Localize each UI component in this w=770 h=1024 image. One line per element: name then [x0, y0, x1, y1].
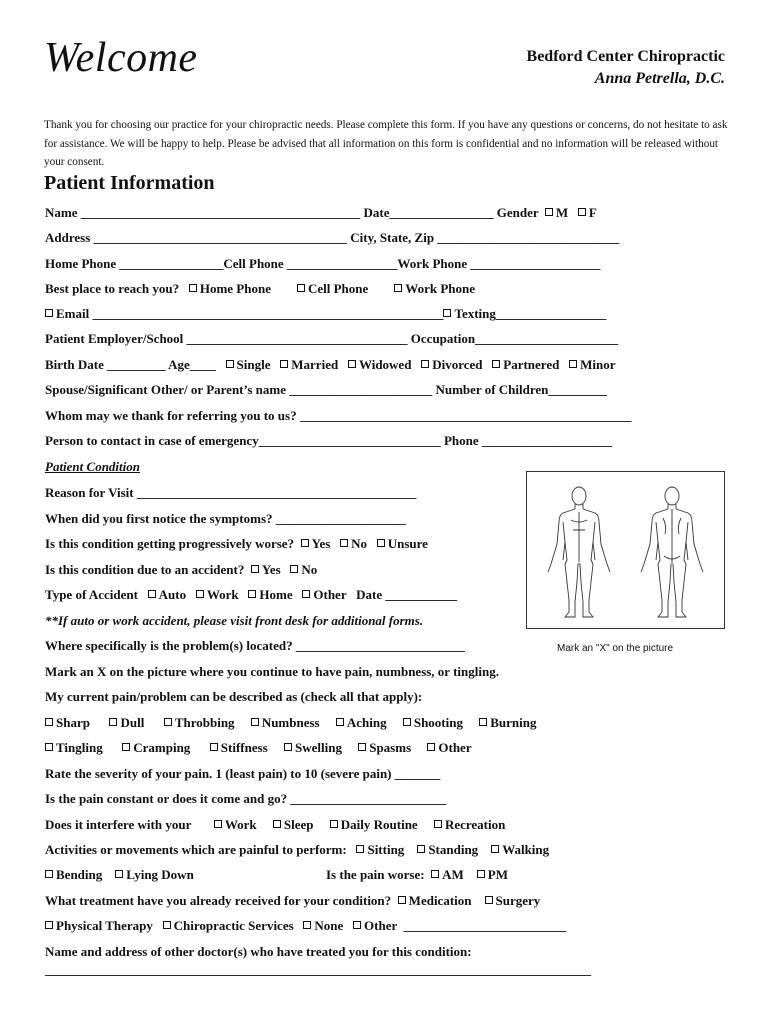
partnered-label: Partnered: [503, 357, 560, 372]
tingling-checkbox[interactable]: [45, 743, 53, 751]
other-treatment-field[interactable]: _________________________: [403, 918, 567, 933]
pm-label: PM: [487, 867, 508, 882]
best-place-label: Best place to reach you?: [45, 281, 180, 296]
auto-checkbox[interactable]: [148, 590, 156, 598]
employer-row[interactable]: Patient Employer/School __________________________________ Occupation______________________: [45, 331, 619, 346]
accident-date-field[interactable]: Date ___________: [356, 587, 457, 602]
treatment-row: [45, 893, 540, 909]
interfere-sleep-checkbox[interactable]: [273, 820, 281, 828]
accident-note: **If auto or work accident, please visit front desk for additional forms.: [45, 613, 424, 628]
walking-checkbox[interactable]: [491, 845, 499, 853]
chiro-services-checkbox[interactable]: [163, 921, 171, 929]
tingling-label: Tingling: [56, 740, 103, 755]
stiffness-checkbox[interactable]: [210, 743, 218, 751]
texting-label: Texting_________________: [454, 306, 607, 321]
practice-name: Bedford Center Chiropractic: [526, 48, 725, 65]
none-label: None: [314, 918, 344, 933]
pain-description-label: My current pain/problem can be described as (check all that apply):: [45, 689, 423, 704]
walking-label: Walking: [502, 842, 550, 857]
cramping-checkbox[interactable]: [122, 743, 130, 751]
gender-m-label: M: [555, 205, 569, 220]
home-accident-label: Home: [259, 587, 293, 602]
figure-caption: Mark an "X" on the picture: [557, 643, 674, 654]
other-accident-label: Other: [313, 587, 347, 602]
worse-row: [45, 536, 428, 552]
none-checkbox[interactable]: [303, 921, 311, 929]
home-phone-checkbox[interactable]: [189, 284, 197, 292]
interfere-routine-checkbox[interactable]: [330, 820, 338, 828]
married-checkbox[interactable]: [280, 360, 288, 368]
body-outline-image: [527, 472, 724, 628]
severity-row[interactable]: Rate the severity of your pain. 1 (least pain) to 10 (severe pain) _______: [45, 766, 441, 781]
address-row[interactable]: Address _______________________________________ City, State, Zip ____________________________: [45, 230, 620, 245]
doctor-name: Anna Petrella, D.C.: [594, 70, 725, 87]
pain-row-2: [45, 740, 472, 756]
single-checkbox[interactable]: [226, 360, 234, 368]
bending-checkbox[interactable]: [45, 870, 53, 878]
home-phone-label: Home Phone: [199, 281, 271, 296]
location-row[interactable]: Where specifically is the problem(s) located? __________________________: [45, 638, 465, 653]
email-row: [45, 306, 606, 322]
other-pain-label: Other: [438, 740, 472, 755]
swelling-label: Swelling: [295, 740, 342, 755]
accident-type-row: [45, 587, 457, 603]
symptoms-row[interactable]: When did you first notice the symptoms? ____________________: [45, 511, 406, 526]
condition-heading: Patient Condition: [45, 459, 140, 474]
therapy-row: [45, 918, 566, 934]
email-checkbox[interactable]: [45, 309, 53, 317]
interfere-label: Does it interfere with your: [45, 817, 192, 832]
worse-no-label: No: [351, 536, 367, 551]
spasms-label: Spasms: [369, 740, 412, 755]
aching-label: Aching: [346, 715, 387, 730]
physical-therapy-checkbox[interactable]: [45, 921, 53, 929]
widowed-label: Widowed: [358, 357, 412, 372]
surgery-label: Surgery: [495, 893, 541, 908]
numbness-checkbox[interactable]: [251, 718, 259, 726]
interfere-row: [45, 817, 505, 833]
mark-x-instruction: Mark an X on the picture where you continue to have pain, numbness, or tingling.: [45, 664, 499, 679]
work-accident-label: Work: [206, 587, 239, 602]
other-doctors-field[interactable]: ____________________________________________________________________________________: [45, 962, 591, 977]
throbbing-label: Throbbing: [174, 715, 235, 730]
other-accident-checkbox[interactable]: [302, 590, 310, 598]
sitting-checkbox[interactable]: [356, 845, 364, 853]
other-treatment-label: Other: [364, 918, 398, 933]
medication-label: Medication: [408, 893, 472, 908]
birth-row: [45, 357, 615, 373]
bending-label: Bending: [56, 867, 103, 882]
interfere-work-checkbox[interactable]: [214, 820, 222, 828]
cell-phone-checkbox[interactable]: [297, 284, 305, 292]
accident-row: [45, 562, 317, 578]
lying-down-checkbox[interactable]: [115, 870, 123, 878]
sharp-checkbox[interactable]: [45, 718, 53, 726]
phone-row[interactable]: Home Phone ________________Cell Phone _________________Work Phone ____________________: [45, 256, 601, 271]
interfere-recreation-checkbox[interactable]: [434, 820, 442, 828]
accident-label: Is this condition due to an accident?: [45, 562, 245, 577]
widowed-checkbox[interactable]: [348, 360, 356, 368]
shooting-label: Shooting: [413, 715, 463, 730]
chiro-services-label: Chiropractic Services: [173, 918, 294, 933]
divorced-checkbox[interactable]: [421, 360, 429, 368]
interfere-work-label: Work: [224, 817, 257, 832]
single-label: Single: [236, 357, 271, 372]
accident-no-label: No: [301, 562, 318, 577]
worse-yes-label: Yes: [311, 536, 331, 551]
dull-checkbox[interactable]: [109, 718, 117, 726]
pain-worse-row: [326, 867, 508, 883]
page-title: Welcome: [44, 35, 198, 81]
sitting-label: Sitting: [367, 842, 405, 857]
am-checkbox[interactable]: [431, 870, 439, 878]
worse-unsure-label: Unsure: [387, 536, 428, 551]
email-label: Email ______________________________________________________: [56, 306, 444, 321]
bending-row: [45, 867, 194, 883]
accident-no-checkbox[interactable]: [290, 565, 298, 573]
worse-label: Is this condition getting progressively worse?: [45, 536, 295, 551]
physical-therapy-label: Physical Therapy: [56, 918, 153, 933]
section-title: Patient Information: [44, 172, 215, 194]
spouse-row[interactable]: Spouse/Significant Other/ or Parent’s name ______________________ Number of Children_________: [45, 382, 607, 397]
interfere-sleep-label: Sleep: [283, 817, 314, 832]
worse-no-checkbox[interactable]: [340, 539, 348, 547]
partnered-checkbox[interactable]: [492, 360, 500, 368]
worse-unsure-checkbox[interactable]: [377, 539, 385, 547]
other-doctors-label: Name and address of other doctor(s) who have treated you for this condition:: [45, 944, 472, 959]
interfere-recreation-label: Recreation: [444, 817, 506, 832]
burning-checkbox[interactable]: [479, 718, 487, 726]
interfere-routine-label: Daily Routine: [340, 817, 418, 832]
texting-checkbox[interactable]: [443, 309, 451, 317]
gender-m-checkbox[interactable]: [545, 208, 553, 216]
stiffness-label: Stiffness: [220, 740, 268, 755]
numbness-label: Numbness: [261, 715, 320, 730]
best-place-row: [45, 281, 475, 297]
other-pain-checkbox[interactable]: [427, 743, 435, 751]
home-accident-checkbox[interactable]: [248, 590, 256, 598]
minor-checkbox[interactable]: [569, 360, 577, 368]
surgery-checkbox[interactable]: [485, 896, 493, 904]
gender-f-checkbox[interactable]: [578, 208, 586, 216]
cramping-label: Cramping: [133, 740, 191, 755]
pm-checkbox[interactable]: [477, 870, 485, 878]
auto-label: Auto: [158, 587, 187, 602]
name-row: [45, 205, 597, 221]
pain-worse-label: Is the pain worse:: [326, 867, 425, 882]
referral-row[interactable]: Whom may we thank for referring you to us? ___________________________________________________: [45, 408, 632, 423]
accident-yes-label: Yes: [261, 562, 281, 577]
cell-phone-label: Cell Phone: [307, 281, 369, 296]
work-phone-label: Work Phone: [405, 281, 475, 296]
birth-age-label: Birth Date _________ Age____: [45, 357, 216, 372]
aching-checkbox[interactable]: [336, 718, 344, 726]
accident-yes-checkbox[interactable]: [251, 565, 259, 573]
sharp-label: Sharp: [56, 715, 90, 730]
constant-row[interactable]: Is the pain constant or does it come and go? ________________________: [45, 791, 447, 806]
activities-label: Activities or movements which are painful to perform:: [45, 842, 347, 857]
reason-row[interactable]: Reason for Visit ___________________________________________: [45, 485, 417, 500]
activities-row: [45, 842, 549, 858]
throbbing-checkbox[interactable]: [164, 718, 172, 726]
body-diagram[interactable]: [526, 471, 725, 629]
name-date-gender-label: Name ___________________________________________ Date________________ Gender: [45, 205, 539, 220]
lying-down-label: Lying Down: [126, 867, 194, 882]
other-treatment-checkbox[interactable]: [353, 921, 361, 929]
shooting-checkbox[interactable]: [403, 718, 411, 726]
work-phone-checkbox[interactable]: [394, 284, 402, 292]
work-accident-checkbox[interactable]: [196, 590, 204, 598]
pain-row-1: [45, 715, 536, 731]
spasms-checkbox[interactable]: [358, 743, 366, 751]
am-label: AM: [442, 867, 464, 882]
medication-checkbox[interactable]: [398, 896, 406, 904]
treatment-label: What treatment have you already received for your condition?: [45, 893, 392, 908]
worse-yes-checkbox[interactable]: [301, 539, 309, 547]
standing-label: Standing: [428, 842, 479, 857]
standing-checkbox[interactable]: [417, 845, 425, 853]
dull-label: Dull: [120, 715, 145, 730]
gender-f-label: F: [588, 205, 597, 220]
burning-label: Burning: [490, 715, 537, 730]
minor-label: Minor: [580, 357, 616, 372]
emergency-row[interactable]: Person to contact in case of emergency____________________________ Phone ____________________: [45, 433, 612, 448]
intro-paragraph: Thank you for choosing our practice for your chiropractic needs. Please complete this form. If you have any questions or concerns, do not hesitate to ask for assistance. We will be happy to help. Please be advised that all information on this form is confidential and no information will be released without your consent.: [44, 119, 728, 168]
accident-type-label: Type of Accident: [45, 587, 138, 602]
married-label: Married: [291, 357, 339, 372]
divorced-label: Divorced: [432, 357, 483, 372]
swelling-checkbox[interactable]: [284, 743, 292, 751]
